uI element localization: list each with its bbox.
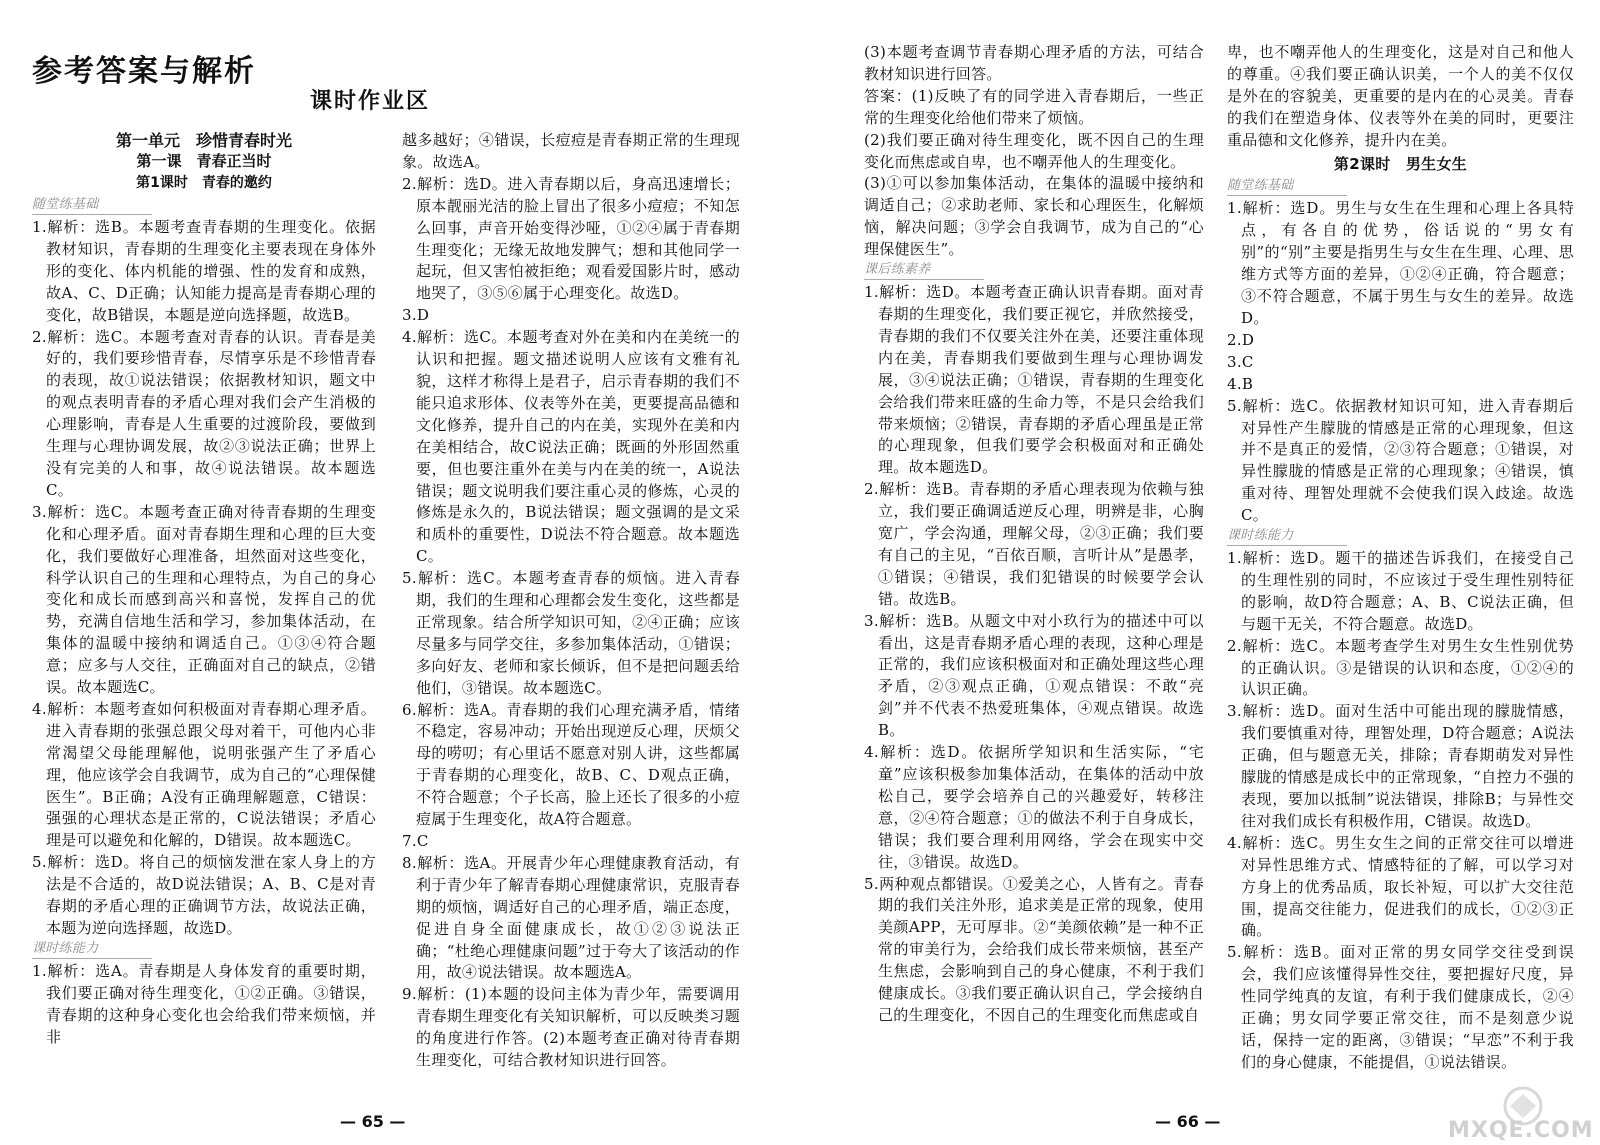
zone-title: 课时作业区 xyxy=(310,89,431,114)
answer-item: 2.D xyxy=(1227,330,1255,349)
answer-item: 5.两种观点都错误。①爱美之心，人皆有之。青春期的我们关注外形，追求美是正常的现象，使用美颜APP，无可厚非。②“美颜依赖”是一种不正常的审美行为，会给我们成长带来烦恼，甚至产生焦虑，会影响到自己的身心健康，不利于我们健康成长。③我们要正确认识自己，学会接纳自己的生理变化，不因自己的生理变化而焦虑或自 xyxy=(864,874,1204,1024)
session-title: 第2课时 男生女生 xyxy=(1333,154,1468,173)
answer-item: 1.解析：选D。本题考查正确认识青春期。面对青春期的生理变化，我们要正视它，并欣然接受，青春期的我们不仅要关注外在美，还要注重体现内在美，青春期我们要做到生理与心理协调发展，③④说法正确；①错误，青春期的生理变化会给我们带来旺盛的生命力等，不是只会给我们带来烦恼；②错误，青春期的矛盾心理虽是正常的心理现象，但我们要学会积极面对和正确处理。故本题选D。 xyxy=(864,283,1204,477)
answer-item: 4.解析：选C。本题考查对外在美和内在美统一的认识和把握。题文描述说明人应该有文雅有礼貌，这样才称得上是君子，启示青春期的我们不能只追求形体、仪表等外在美，更要提高品德和文化修养，提升自己的内在美，实现外在美和内在美相结合，故C说法正确；既画的外形固然重要，但也要注重外在美与内在美的统一，A说法错误；题文说明我们要注重心灵的修炼，心灵的修炼是永久的，B说法错误；题文强调的是文采和质朴的重要性，D说法不符合题意。故本题选C。 xyxy=(402,328,740,566)
watermark-text: MXQE.COM xyxy=(1448,1118,1594,1143)
page-title: 参考答案与解析 xyxy=(32,54,256,89)
answer-item: 3.解析：选B。从题文中对小玖行为的描述中可以看出，这是青春期矛盾心理的表现，这种心理是正常的，我们应该积极面对和正确处理这些心理矛盾，②③观点正确，①观点错误：不敢“亮剑”并不代表不热爱班集体，④观点错误。故选B。 xyxy=(864,611,1204,740)
answer-item: 1.解析：选D。男生与女生在生理和心理上各具特点，有各自的优势，俗话说的“男女有别”的“别”主要是指男生与女生在生理、心理、思维方式等方面的差异，①②④正确，符合题意；③不符合题意，不属于男生与女生的差异。故选D。 xyxy=(1227,199,1574,327)
answer-item: 2.解析：选C。本题考查对青春的认识。青春是美好的，我们要珍惜青春，尽情享乐是不珍惜青春的表现，故①说法错误；依据教材知识，题文中的观点表明青春的矛盾心理对我们会产生消极的心理影响，青春是人生重要的过渡阶段，要做到生理与心理协调发展，故②③说法正确；世界上没有完美的人和事，故④说法错误。故本题选C。 xyxy=(32,327,376,499)
section-label: 课后练素养 xyxy=(864,261,984,280)
answer-item: 6.解析：选A。青春期的我们心理充满矛盾，情绪不稳定，容易冲动；开始出现逆反心理，厌烦父母的唠叨；有心里话不愿意对别人讲，这些都属于青春期的心理变化，故B、C、D观点正确，不符合题意；个子长高，脸上还长了很多的小痘痘属于生理变化，故A符合题意。 xyxy=(402,700,740,829)
section-label: 课时练能力 xyxy=(1227,527,1347,546)
section-label: 课时练能力 xyxy=(32,940,152,959)
answer-item: 9.解析：(1)本题的设问主体为青少年，需要调用青春期生理变化有关知识解析，可以反映类习题的角度进行作答。(2)本题考查正确对待青春期生理变化，可结合教材知识进行回答。 xyxy=(402,985,740,1070)
answer-item: 3.D xyxy=(402,306,430,325)
page-number: — 65 — xyxy=(340,1112,406,1131)
column-1 xyxy=(32,196,376,1049)
answer-item: 8.解析：选A。开展青少年心理健康教育活动，有利于青少年了解青春期心理健康常识，克服青春期的烦恼，调适好自己的心理矛盾，端正态度，促进自身全面健康成长，故①②③说法正确；“杜绝心理健康问题”过于夸大了该活动的作用，故④说法错误。故本题选A。 xyxy=(402,853,740,982)
answer-item: 5.解析：选D。将自己的烦恼发泄在家人身上的方法是不合适的，故D说法错误；A、B、C是对青春期的矛盾心理的正确调节方法，故说法正确，本题为逆向选择题，故选D。 xyxy=(32,853,376,937)
section-label: 随堂练基础 xyxy=(32,196,152,215)
answer-item: 3.解析：选D。面对生活中可能出现的朦胧情感，我们要慎重对待，理智处理，D符合题意；A说法正确，但与题意无关，排除；青春期萌发对异性朦胧的情感是成长中的正常现象，“自控力不强的表现，要加以抵制”说法错误，排除B；与异性交往对我们成长有积极作用，C错误。故选D。 xyxy=(1227,702,1574,830)
answer-item: 7.C xyxy=(402,832,429,850)
answer-item: 4.解析：选D。依据所学知识和生活实际，“宅童”应该积极参加集体活动，在集体的活动中放松自己，要学会培养自己的兴趣爱好，转移注意，②④符合题意；①的做法不利于自身成长，错误；我们要合理利用网络，学会在现实中交往，③错误。故选D。 xyxy=(864,743,1204,871)
answer-item: 卑，也不嘲弄他人的生理变化，这是对自己和他人的尊重。④我们要正确认识美，一个人的美不仅仅是外在的容貌美，更重要的是内在的心灵美。青春的我们在塑造身体、仪表等外在美的同时，更要注重品德和文化修养，提升内在美。 xyxy=(1227,43,1574,149)
answer-item: (2)我们要正确对待生理变化，既不因自己的生理变化而焦虑或自卑，也不嘲弄他人的生理变化。 xyxy=(864,130,1204,171)
session-title: 第1课时 青春的邀约 xyxy=(136,175,272,191)
page-number: — 66 — xyxy=(1155,1112,1221,1131)
section-label: 随堂练基础 xyxy=(1227,177,1347,196)
answer-item: (3)本题考查调节青春期心理矛盾的方法，可结合教材知识进行回答。 xyxy=(864,43,1204,83)
column-3 xyxy=(864,42,1204,1027)
answer-item: 1.解析：选D。题干的描述告诉我们，在接受自己的生理性别的同时，不应该过于受生理性别特征的影响，故D符合题意；A、B、C说法正确，但与题干无关，不符合题意。故选D。 xyxy=(1227,549,1574,633)
answer-item: 1.解析：选B。本题考查青春期的生理变化。依据教材知识，青春期的生理变化主要表现在身体外形的变化、体内机能的增强、性的发育和成熟，故A、C、D正确；认知能力提高是青春期心理的变化，故B错误，本题是逆向选择题，故选B。 xyxy=(32,218,376,324)
lesson-title: 第一课 青春正当时 xyxy=(136,152,272,170)
answer-item: 2.解析：选C。本题考查学生对男生女生性别优势的正确认识。③是错误的认识和态度，①②④的认识正确。 xyxy=(1227,636,1574,699)
answer-item: 4.解析：选C。男生女生之间的正常交往可以增进对异性思维方式、情感特征的了解，可以学习对方身上的优秀品质，取长补短，可以扩大交往范围，提高交往能力，促进我们的成长，①②③正确。 xyxy=(1227,833,1574,940)
answer-item: 5.解析：选C。依据教材知识可知，进入青春期后对异性产生朦胧的情感是正常的心理现象，但这并不是真正的爱情，②③符合题意；①错误，对异性朦胧的情感是正常的心理现象；④错误，慎重对待、理智处理就不会使我们误入歧途。故选C。 xyxy=(1227,396,1574,525)
column-2 xyxy=(402,130,740,1072)
answer-item: 越多越好；④错误，长痘痘是青春期正常的生理现象。故选A。 xyxy=(402,131,740,171)
answer-item: 5.解析：选C。本题考查青春的烦恼。进入青春期，我们的生理和心理都会发生变化，这些都是正常现象。结合所学知识可知，②④正确；应该尽量多与同学交往，多参加集体活动，①错误；多向好友、老师和家长倾诉，但不是把问题丢给他们，③错误。故本题选C。 xyxy=(402,569,740,697)
answer-item: 4.B xyxy=(1227,374,1254,393)
column-4 xyxy=(1227,42,1574,1074)
answer-item: 4.解析：本题考查如何积极面对青春期心理矛盾。进入青春期的张强总跟父母对着干，可他内心非常渴望父母能理解他，说明张强产生了矛盾心理，他应该学会自我调节，成为自己的“心理保健医生”。B正确；A没有正确理解题意，C错误：强强的心理状态是正常的，C说法错误；矛盾心理是可以避免和化解的，D错误。故本题选C。 xyxy=(32,699,376,850)
answer-item: 2.解析：选D。进入青春期以后，身高迅速增长；原本靓丽光洁的脸上冒出了很多小痘痘；不知怎么回事，声音开始变得沙哑，①②④属于青春期生理变化；无缘无故地发脾气；想和其他同学一起玩，但又害怕被拒绝；观看爱国影片时，感动地哭了，③⑤⑥属于心理变化。故选D。 xyxy=(402,174,740,303)
answer-item: 答案：(1)反映了有的同学进入青春期后，一些正常的生理变化给他们带来了烦恼。 xyxy=(864,86,1204,127)
answer-item: (3)①可以参加集体活动，在集体的温暖中接纳和调适自己；②求助老师、家长和心理医生，化解烦恼，解决问题；③学会自我调节，成为自己的“心理保健医生”。 xyxy=(864,174,1204,259)
answer-item: 5.解析：选B。面对正常的男女同学交往受到误会，我们应该懂得异性交往，要把握好尺度，异性同学纯真的友谊，有利于我们健康成长，②④正确；男女同学要正常交往，而不是刻意少说话，保持一定的距离，③错误；“早恋”不利于我们的身心健康，不能提倡，①说法错误。 xyxy=(1227,943,1574,1071)
answer-item: 1.解析：选A。青春期是人身体发育的重要时期，我们要正确对待生理变化，①②正确。③错误，青春期的这种身心变化也会给我们带来烦恼，并非 xyxy=(32,961,376,1046)
page-66 xyxy=(800,0,1600,1145)
answer-item: 3.解析：选C。本题考查正确对待青春期的生理变化和心理矛盾。面对青春期生理和心理的巨大变化，我们要做好心理准备，坦然面对这些变化，科学认识自己的生理和心理特点，为自己的身心变化和成长而感到高兴和喜悦，发挥自己的优势，充满自信地生活和学习，参加集体活动，在集体的温暖中接纳和调适自己。①③④符合题意；应多与人交往，正确面对自己的缺点，②错误。故本题选C。 xyxy=(32,502,376,697)
answer-item: 3.C xyxy=(1227,352,1254,371)
unit-title: 第一单元 珍惜青春时光 xyxy=(115,131,292,150)
answer-item: 2.解析：选B。青春期的矛盾心理表现为依赖与独立，我们要正确调适逆反心理，明辨是非，心胸宽广，学会沟通，理解父母，②③正确；我们要有自己的主见，“百依百顺，言听计从”是愚孝，①错误；④错误，我们犯错误的时候要学会认错。故选B。 xyxy=(864,480,1204,608)
